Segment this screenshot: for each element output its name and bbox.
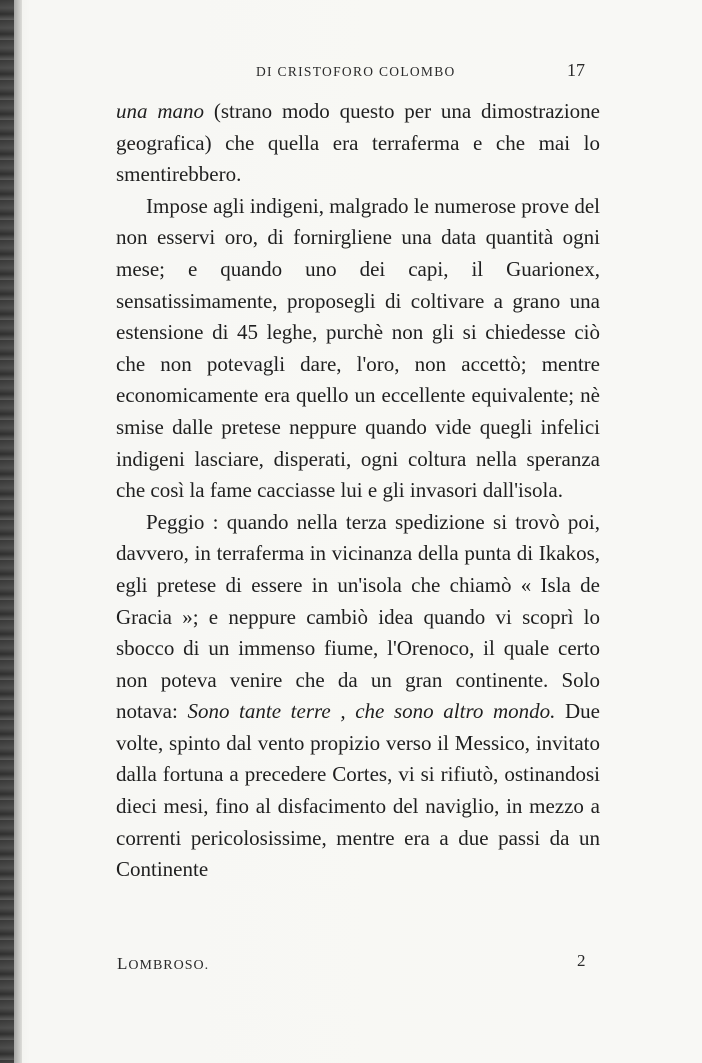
- author-initial: L: [117, 954, 129, 973]
- paragraph-3: [116, 507, 600, 886]
- paragraph-2: Impose agli indigeni, malgrado le numerose prove del non esservi oro, di fornirgliene una data quantità ogni mese; e quando uno dei capi, il Guarionex, sensatissimamente, proposegli di coltivare a grano una estensione di 45 leghe, purchè non gli si chiedesse ciò che non potevagli dare, l'oro, non accettò; mentre economicamente era quello un eccellente equivalente; nè smise dalle pretese neppure quando vide quegli infelici indigeni lasciare, disperati, ogni coltura nella speranza che così la fame cacciasse lui e gli invasori dall'isola.: [116, 193, 600, 503]
- binding-shadow: [0, 0, 14, 1063]
- paragraph-3-start: Peggio : quando nella terza spedizione si trovò poi, davvero, in terraferma in vicinanza della punta di Ikakos, egli pretese di essere in un'isola che chiamò « Isla de Gracia »; e neppure cambiò idea quando vi scoprì lo sbocco di un immenso fiume, l'Orenoco, il quale certo non poteva venire che da un gran continente. Solo notava:: [116, 509, 600, 724]
- paragraph-1-text: (strano modo questo per una dimostrazione geografica) che quella era terraferma e che mai lo smentirebbero.: [116, 99, 601, 187]
- binding-edge: [14, 0, 22, 1063]
- footer-author: [117, 954, 209, 974]
- signature-mark: 2: [577, 951, 586, 970]
- author-rest: OMBROSO.: [128, 958, 210, 973]
- paragraph-3-end: Due volte, spinto dal vento propizio verso il Messico, invitato dalla fortuna a precedere Cortes, vi si rifiutò, ostinandosi dieci mesi, fino al disfacimento del naviglio, in mezzo a correnti pericolosissime, mentre era a due passi da un Continente: [116, 699, 600, 882]
- running-head: DI CRISTOFORO COLOMBO: [256, 64, 456, 79]
- italic-quote: Sono tante terre , che sono altro mondo.: [187, 699, 556, 724]
- body-text: [116, 96, 600, 886]
- page-number: 17: [567, 60, 585, 80]
- italic-phrase: una mano: [116, 99, 204, 123]
- paragraph-1: [116, 96, 600, 191]
